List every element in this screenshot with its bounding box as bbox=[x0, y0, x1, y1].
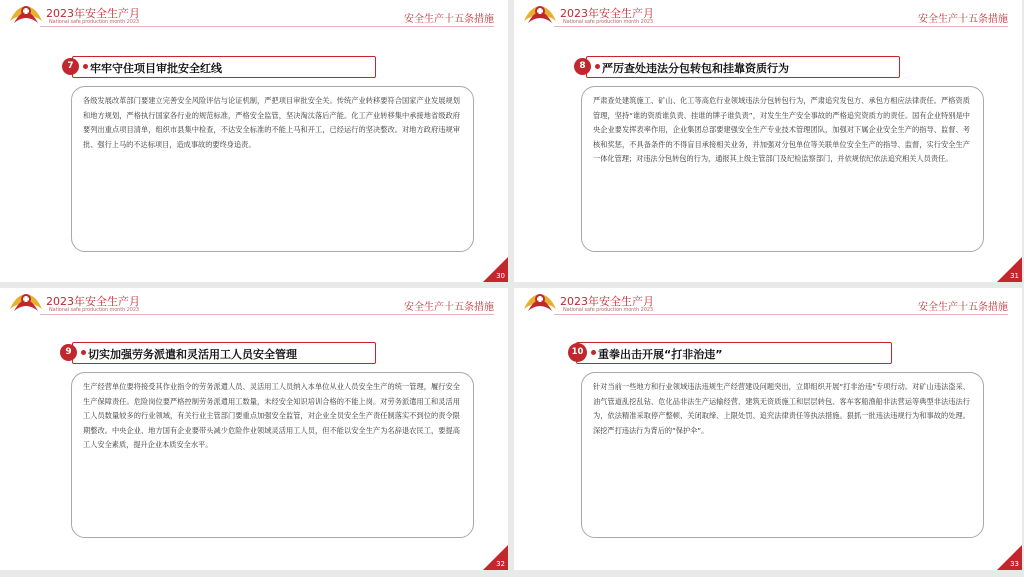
body-text: 针对当前一些地方和行业领域违法违规生产经营建设问题突出，立即组织开展“打非治违”专项行动。对矿山违法盗采、油气管道乱挖乱钻、危化品非法生产运输经营、建筑无资质施工和层层转包、客车客船渔船非法营运等典型非法违法行为，依法精准采取停产整顿、关闭取缔、上限处罚、追究法律责任等执法措施。狠抓一批违法违规行为和事故的处理。深挖严打违法行为背后的“保护伞”。 bbox=[593, 382, 970, 435]
brand-subtitle: National safe production month 2023 bbox=[563, 307, 653, 313]
section-title: 安全生产十五条措施 bbox=[404, 14, 494, 25]
item-title: 严厉查处违法分包转包和挂靠资质行为 bbox=[602, 62, 789, 75]
safety-month-logo-icon bbox=[520, 3, 560, 25]
section-title: 安全生产十五条措施 bbox=[918, 14, 1008, 25]
header-divider bbox=[40, 26, 494, 27]
item-title: 牢牢守住项目审批安全红线 bbox=[90, 62, 222, 75]
section-title: 安全生产十五条措施 bbox=[918, 302, 1008, 313]
brand-title: 2023年安全生产月 bbox=[560, 7, 654, 20]
page-number: 33 bbox=[1010, 560, 1019, 568]
header-divider bbox=[40, 314, 494, 315]
item-title: 切实加强劳务派遣和灵活用工人员安全管理 bbox=[88, 348, 297, 361]
body-text: 生产经营单位要将接受其作业指令的劳务派遣人员、灵活用工人员纳入本单位从业人员安全生产的统一管理，履行安全生产保障责任。危险岗位要严格控制劳务派遣用工数量，未经安全知识培训合格的不能上岗。对劳务派遣用工和灵活用工人员数量较多的行业领域，有关行业主管部门要重点加强安全监管，对企业全员安全生产责任制落实不到位的责令限期整改。中央企业、地方国有企业要带头减少危险作业领域灵活用工人员，但不能以安全生产为名辞退农民工，要提高工人安全素质，提升企业本质安全水平。 bbox=[83, 382, 460, 450]
item-number-badge: 10 bbox=[568, 343, 587, 362]
brand-subtitle: National safe production month 2023 bbox=[563, 19, 653, 25]
slide-header bbox=[514, 0, 1022, 28]
header-divider bbox=[554, 26, 1008, 27]
title-bullet-dot bbox=[591, 350, 596, 355]
section-title: 安全生产十五条措施 bbox=[404, 302, 494, 313]
brand-title: 2023年安全生产月 bbox=[560, 295, 654, 308]
slide-header bbox=[514, 288, 1022, 316]
slide-header bbox=[0, 0, 508, 28]
safety-month-logo-icon bbox=[6, 3, 46, 25]
page-number: 31 bbox=[1010, 272, 1019, 280]
brand-title: 2023年安全生产月 bbox=[46, 295, 140, 308]
slide-30[interactable] bbox=[0, 0, 508, 282]
page-number: 32 bbox=[496, 560, 505, 568]
slide-33[interactable] bbox=[514, 288, 1022, 570]
body-text: 各级发展改革部门要建立完善安全风险评估与论证机制，严把项目审批安全关。传统产业转移要符合国家产业发展规划和地方规划，严格执行国家各行业的规范标准，严格安全监管，坚决淘汰落后产能。化工产业转移集中承接地省级政府要列出重点项目清单，组织市县集中检查，不达安全标准的不能上马和开工，已经运行的坚决整改。对地方政府违规审批、强行上马的不达标项目，造成事故的要终身追责。 bbox=[83, 96, 460, 149]
body-text: 严肃查处建筑施工、矿山、化工等高危行业领域违法分包转包行为，严肃追究发包方、承包方相应法律责任。严格资质管理，坚持“谁的资质谁负责、挂谁的牌子谁负责”，对发生生产安全事故的严格追究资质方的责任。国有企业特别是中央企业要发挥表率作用，企业集团总部要建强安全生产专业技术管理团队，加强对下属企业安全生产的指导、监督、考核和奖惩，不具备条件的不得盲目承接相关业务，并加强对分包单位等关联单位安全生产的指导、监督，实行安全生产一体化管理；对违法分包转包的行为，通报其上级主管部门及纪检监察部门，并依规依纪依法追究相关人员责任。 bbox=[593, 96, 970, 164]
slide-header bbox=[0, 288, 508, 316]
title-bullet-dot bbox=[83, 64, 88, 69]
item-number-badge: 7 bbox=[62, 58, 79, 75]
slide-31[interactable] bbox=[514, 0, 1022, 282]
slide-32[interactable] bbox=[0, 288, 508, 570]
safety-month-logo-icon bbox=[520, 291, 560, 313]
header-divider bbox=[554, 314, 1008, 315]
safety-month-logo-icon bbox=[6, 291, 46, 313]
brand-subtitle: National safe production month 2023 bbox=[49, 19, 139, 25]
item-title: 重拳出击开展“打非治违” bbox=[598, 348, 723, 361]
item-number-badge: 8 bbox=[574, 58, 591, 75]
page-number: 30 bbox=[496, 272, 505, 280]
title-bullet-dot bbox=[595, 64, 600, 69]
title-bullet-dot bbox=[81, 350, 86, 355]
brand-subtitle: National safe production month 2023 bbox=[49, 307, 139, 313]
item-number-badge: 9 bbox=[60, 344, 77, 361]
brand-title: 2023年安全生产月 bbox=[46, 7, 140, 20]
